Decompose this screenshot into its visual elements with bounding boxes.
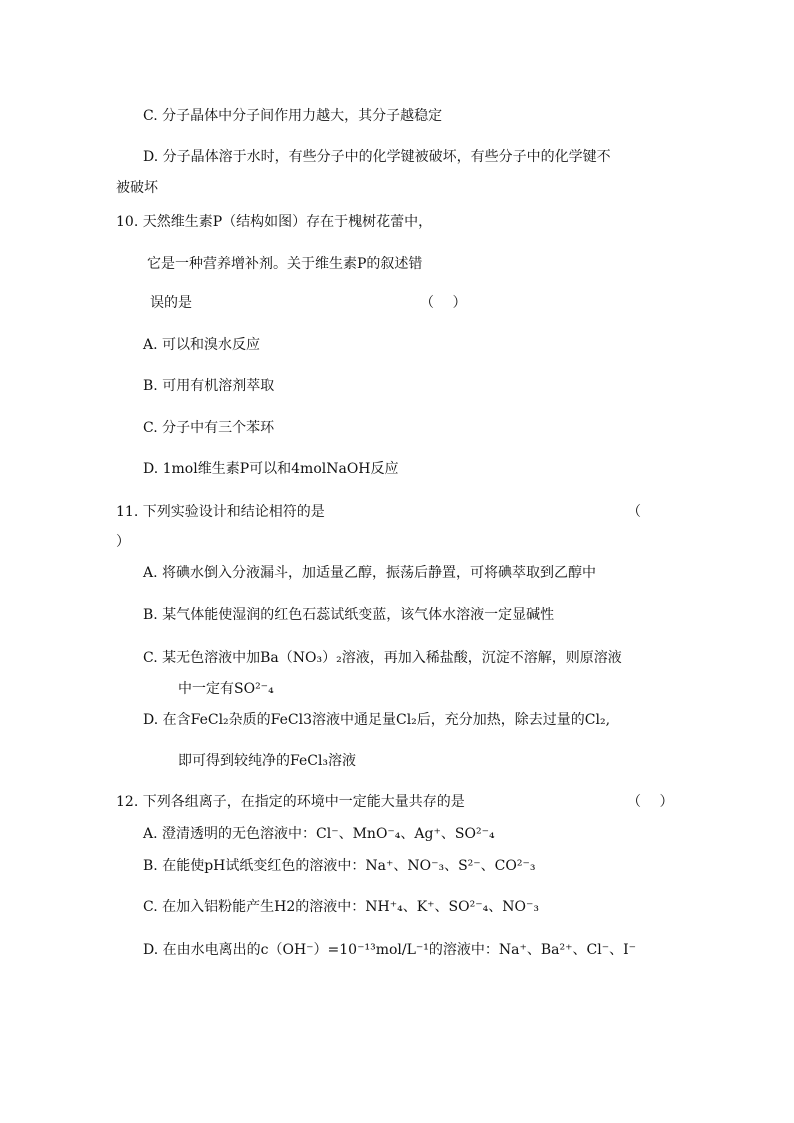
question-11-answer-bracket-close: ） [116, 534, 130, 550]
question-10-stem-line-2: 它是一种营养增补剂。关于维生素P的叙述错 [147, 256, 423, 272]
question-10-stem: 10. 天然维生素P（结构如图）存在于槐树花蕾中， [116, 214, 433, 230]
question-11-option-a: A. 将碘水倒入分液漏斗，加适量乙醇，振荡后静置，可将碘萃取到乙醇中 [143, 565, 597, 581]
question-12-option-c: C. 在加入铝粉能产生H2的溶液中：NH⁺₄、K⁺、SO²⁻₄、NO⁻₃ [143, 899, 539, 915]
question-11-stem: 11. 下列实验设计和结论相符的是 [116, 504, 325, 520]
question-10-option-d: D. 1mol维生素P可以和4molNaOH反应 [143, 461, 399, 477]
question-10-option-b: B. 可用有机溶剂萃取 [143, 378, 275, 394]
question-12-answer-bracket: （ ） [627, 794, 674, 810]
question-11-option-c-continuation: 中一定有SO²⁻₄ [178, 681, 274, 697]
question-11-option-d-continuation: 即可得到较纯净的FeCl₃溶液 [178, 753, 357, 769]
question-12-option-a: A. 澄清透明的无色溶液中：Cl⁻、MnO⁻₄、Ag⁺、SO²⁻₄ [143, 826, 495, 842]
question-9-option-c: C. 分子晶体中分子间作用力越大，其分子越稳定 [143, 108, 443, 124]
question-10-stem-line-3: 误的是 [150, 295, 192, 311]
question-10-option-c: C. 分子中有三个苯环 [143, 420, 275, 436]
question-10-option-a: A. 可以和溴水反应 [143, 337, 261, 353]
question-9-option-d-continuation: 被破坏 [116, 180, 158, 196]
question-11-answer-bracket-open: （ [627, 504, 641, 520]
question-11-option-c: C. 某无色溶液中加Ba（NO₃）₂溶液，再加入稀盐酸，沉淀不溶解，则原溶液 [143, 650, 622, 666]
question-12-option-d: D. 在由水电离出的c（OH⁻）=10⁻¹³mol/L⁻¹的溶液中：Na⁺、Ba²⁺、Cl⁻、I⁻ [143, 942, 637, 958]
question-9-option-d: D. 分子晶体溶于水时，有些分子中的化学键被破坏，有些分子中的化学键不 [143, 149, 611, 165]
question-11-option-b: B. 某气体能使湿润的红色石蕊试纸变蓝，该气体水溶液一定显碱性 [143, 607, 555, 623]
question-10-answer-bracket: （ ） [420, 295, 467, 311]
question-12-option-b: B. 在能使pH试纸变红色的溶液中：Na⁺、NO⁻₃、S²⁻、CO²⁻₃ [143, 858, 536, 874]
question-12-stem: 12. 下列各组离子，在指定的环境中一定能大量共存的是 [116, 794, 465, 810]
question-11-option-d: D. 在含FeCl₂杂质的FeCl3溶液中通足量Cl₂后，充分加热，除去过量的Cl₂, [143, 712, 611, 728]
